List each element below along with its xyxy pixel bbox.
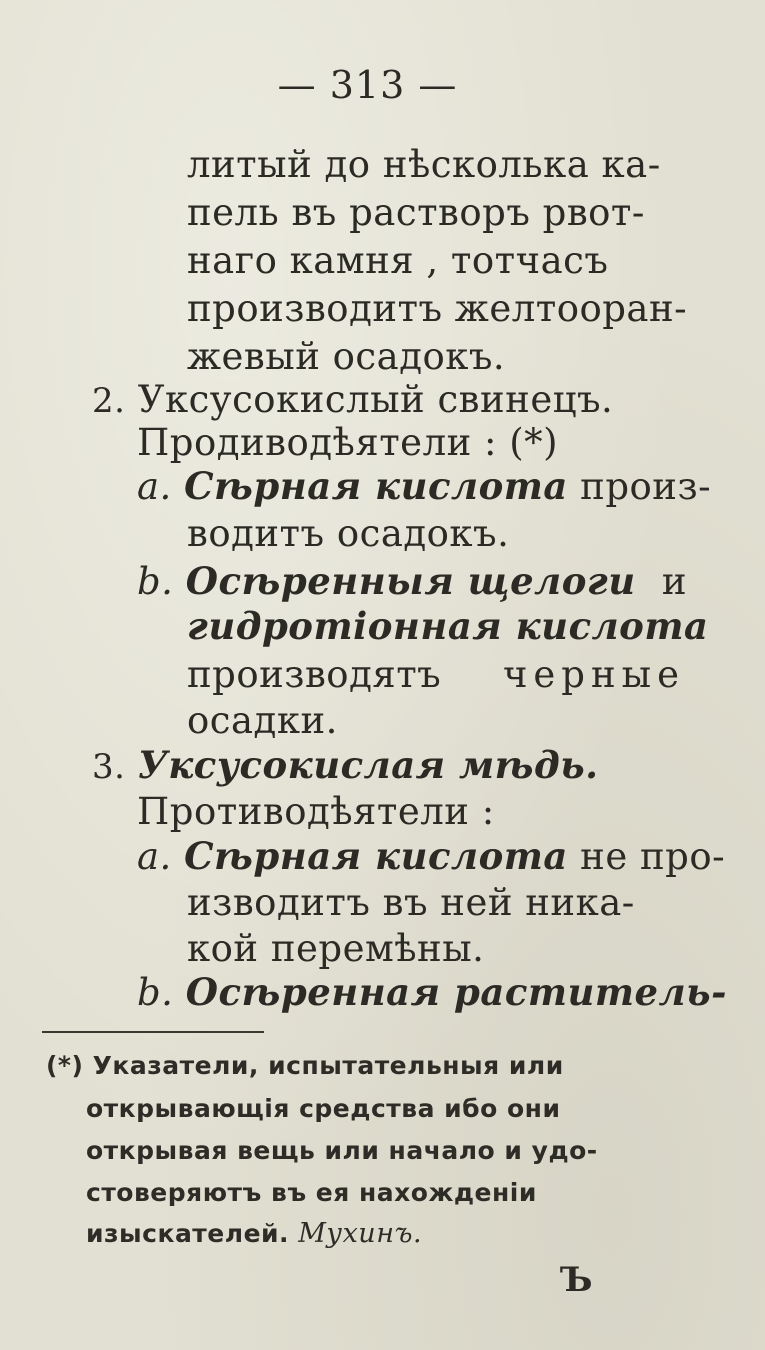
item-3-a-line-1 (137, 834, 726, 878)
text-line-1 (187, 143, 685, 186)
item-2-a-line-2: водитъ осадокъ. (187, 512, 510, 555)
item-2-heading (92, 378, 614, 421)
item-3-agents: Противодѣятели : (137, 790, 495, 833)
item-2-b-line-2: гидротіонная кислота (187, 604, 709, 648)
item-3-a-rest: не про- (580, 835, 726, 878)
item-2-a-line-1 (137, 464, 712, 508)
item-2-b-line-3-right: черные (502, 653, 685, 696)
text-line-1-content: литый до нѣсколька ка- (187, 143, 661, 186)
footnote-line-3: открывая вещь или начало и удо- (86, 1136, 598, 1165)
item-2-b-and: и (661, 560, 687, 603)
item-2-b-line-3 (187, 653, 685, 696)
footnote-line-1: (*) Указатели, испытательныя или (46, 1051, 564, 1080)
text-line-4: производитъ желтооран- (187, 287, 688, 330)
page-header: — 313 — (277, 63, 458, 107)
item-2-b-marker: b. (137, 560, 174, 603)
text-line-2: пель въ растворъ рвот- (187, 191, 645, 234)
footnote-line-5 (86, 1220, 422, 1247)
footnote-line-4: стоверяютъ въ ея нахожденіи (86, 1178, 537, 1207)
item-2-b-line-3-left: производятъ (187, 653, 442, 696)
item-2-b-line-4: осадки. (187, 699, 338, 742)
item-3-a-term: Сѣрная кислота (184, 834, 568, 878)
item-3-a-line-2: изводитъ въ ней ника- (187, 881, 635, 924)
item-2-a-term: Сѣрная кислота (184, 464, 568, 508)
item-3-title: Уксусокислая мѣдь. (137, 743, 599, 787)
item-2-agents: Продиводѣятели : (*) (137, 421, 559, 464)
item-3-a-line-3: кой перемѣны. (187, 927, 485, 970)
item-2-b-line-1 (137, 559, 687, 603)
item-3-heading (92, 743, 599, 787)
text-line-3: наго камня , тотчасъ (187, 239, 609, 282)
item-3-b-line-1 (137, 970, 727, 1014)
item-2-b-term: Осѣренныя щелоги (185, 559, 636, 603)
item-2-title: Уксусокислый свинецъ. (137, 378, 614, 421)
item-2-number: 2. (92, 381, 126, 421)
catchword: Ъ (560, 1260, 593, 1300)
item-3-b-marker: b. (137, 971, 174, 1014)
item-2-a-rest: произ- (580, 465, 712, 508)
item-3-number: 3. (92, 747, 126, 787)
footnote-author: Мухинъ. (298, 1218, 423, 1249)
item-3-a-marker: a. (137, 835, 172, 878)
footnote-line-2: открывающія средства ибо они (86, 1094, 561, 1123)
text-line-5: жевый осадокъ. (187, 335, 506, 378)
item-3-b-term: Осѣренная раститель- (185, 970, 727, 1014)
footnote-text: изыскателей. (86, 1219, 290, 1248)
item-2-a-marker: a. (137, 465, 172, 508)
footnote-divider (42, 1031, 264, 1033)
